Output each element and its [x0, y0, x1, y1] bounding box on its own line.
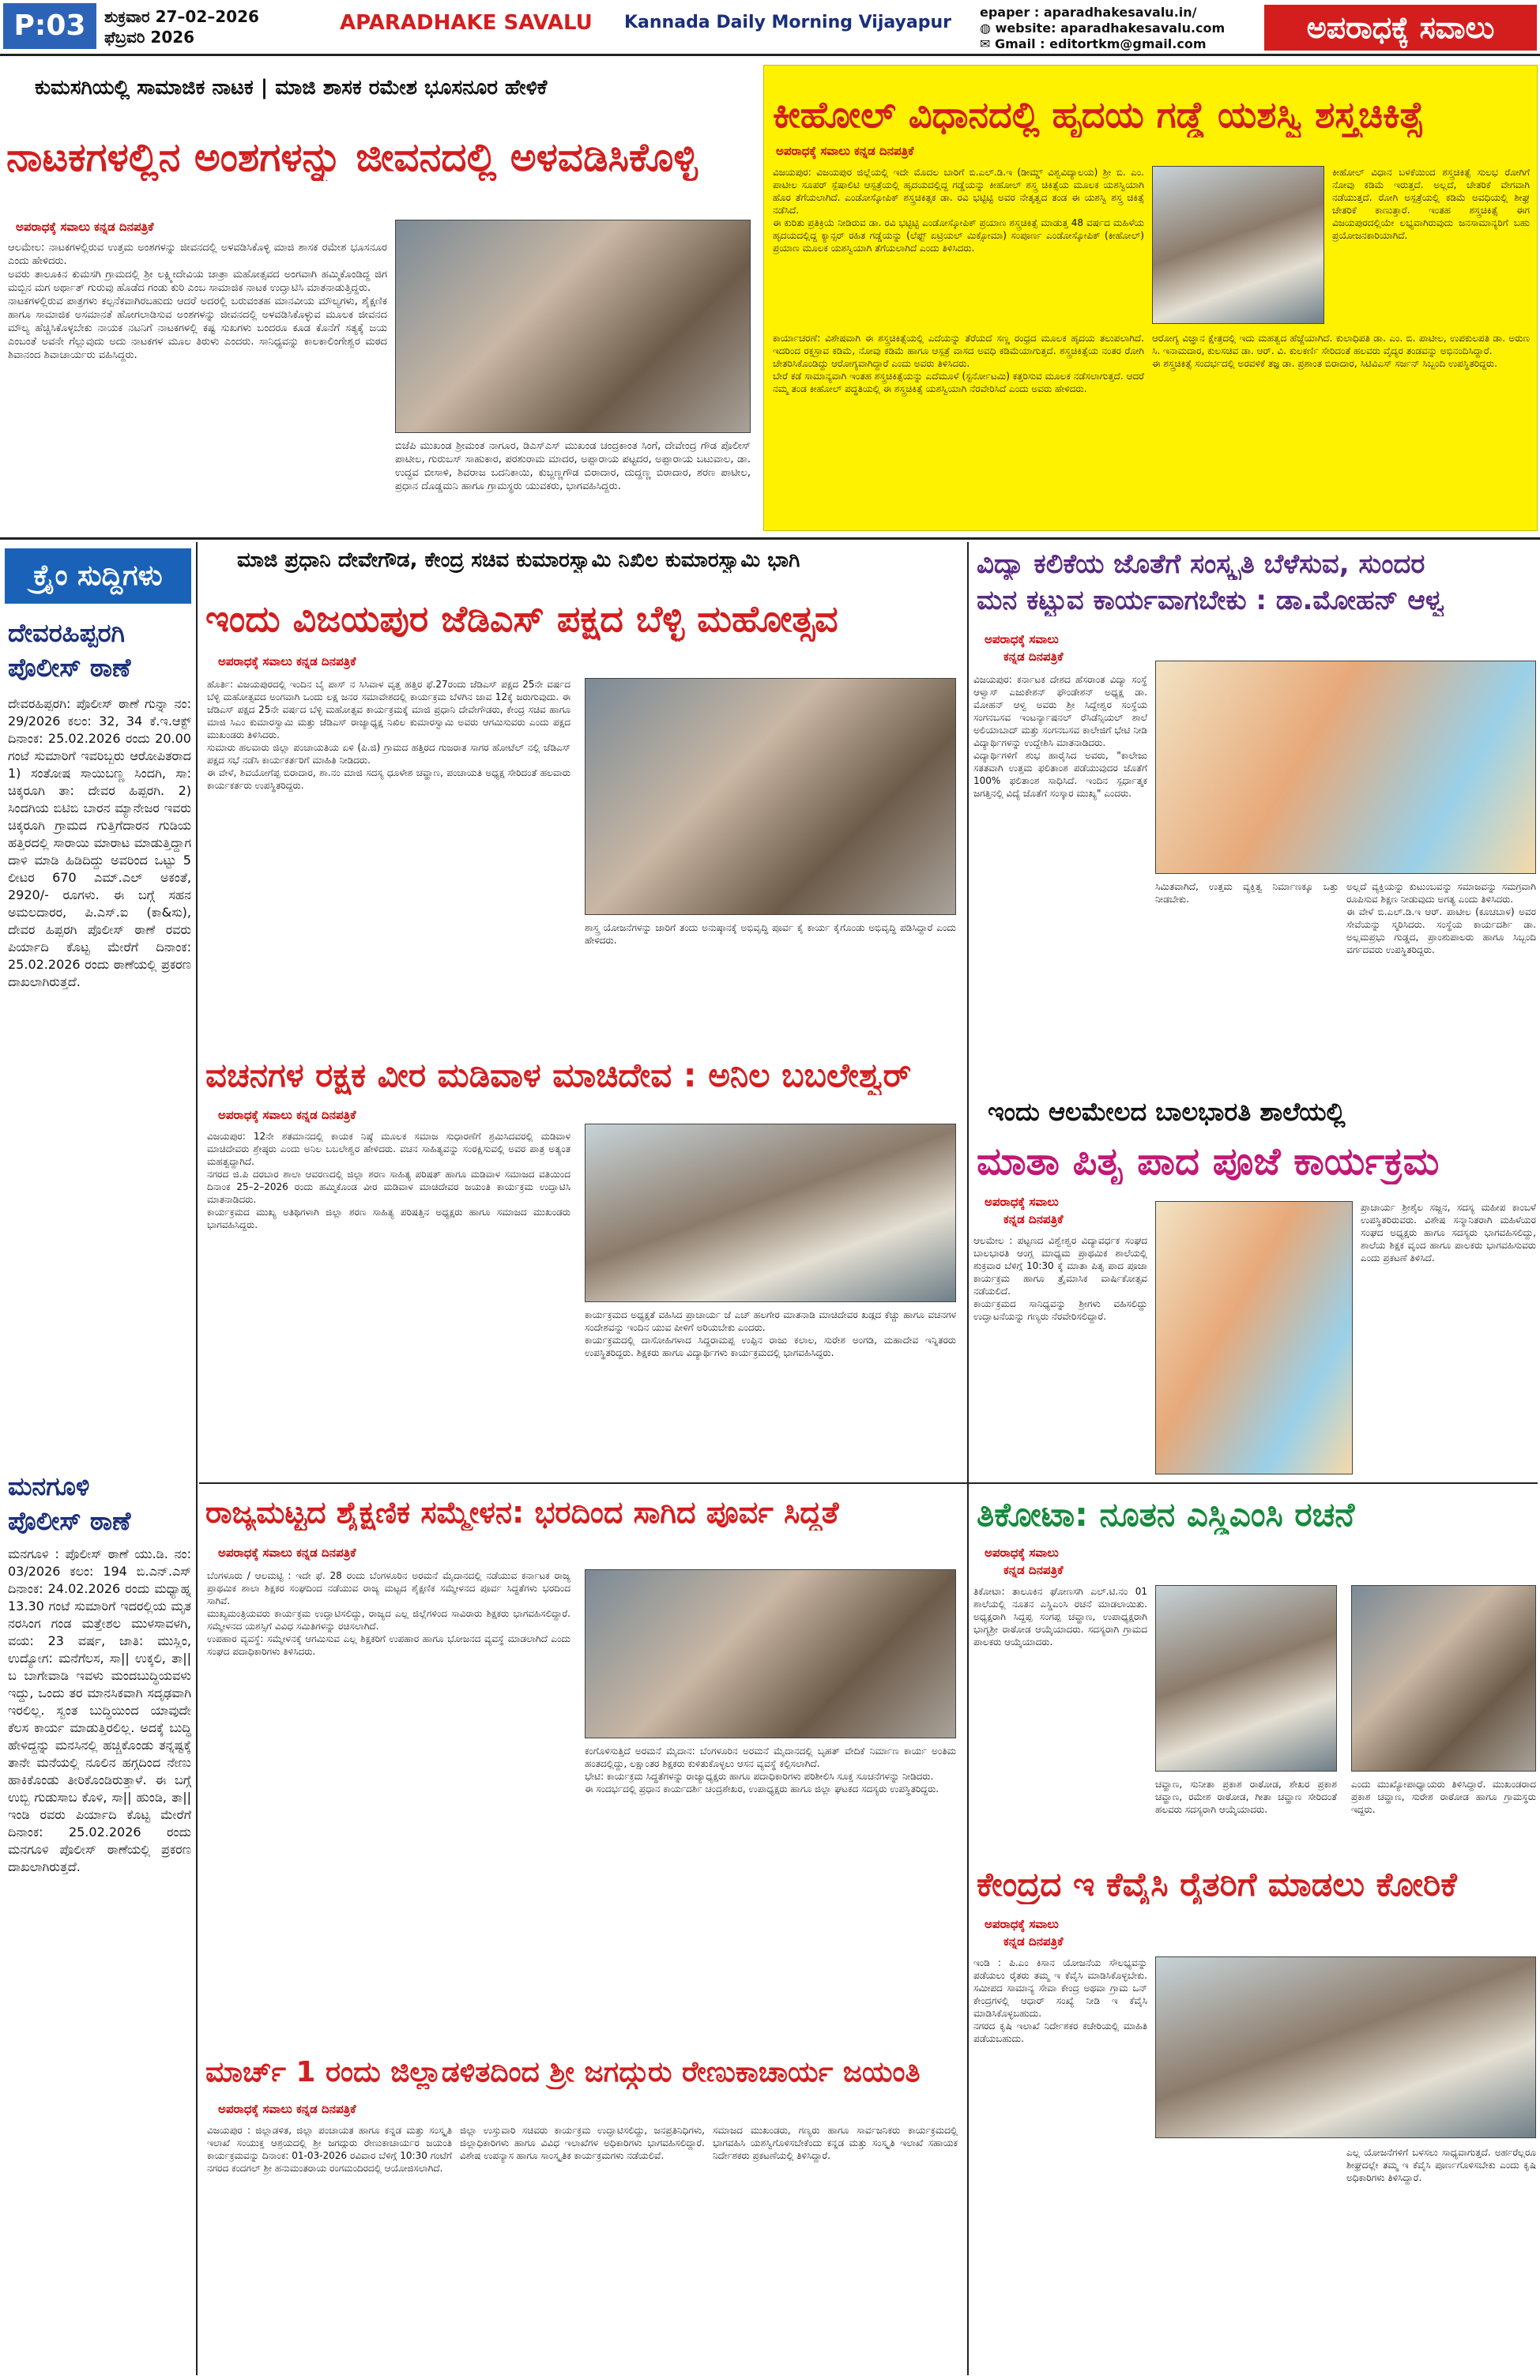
story3-kicker: ಮಾಜಿ ಪ್ರಧಾನಿ ದೇವೇಗೌಡ, ಕೇಂದ್ರ ಸಚಿವ ಕುಮಾರಸ್ವಾಮಿ ನಿಖಿಲ ಕುಮಾರಸ್ವಾಮಿ ಭಾಗಿ [237, 548, 800, 572]
contact-block [980, 5, 1272, 52]
story4-body-right: ಅಲ್ಲದೆ ವ್ಯಕ್ತಿಯನ್ನು ಕುಟುಂಬವನ್ನು ಸಮಾಜವನ್ನು ಸಮಗ್ರವಾಗಿ ರೂಪಿಸುವ ಶಿಕ್ಷಣ ನೀಡುವುದು ಅಗತ್ಯ ಎಂದು ತಿಳಿಸಿದರು. ಈ ವೇಳೆ ಬಿ.ಎಲ್.ಡಿ.ಇ ಆರ್. ಪಾಟೀಲ (ಕೂಚಬಾಳ) ಅವರ ಸೇವೆಯನ್ನು ಸ್ಮರಿಸಿದರು. ಸಂಸ್ಥೆಯ ಕಾರ್ಯದರ್ಶಿ ಡಾ. ಅಲ್ಲಮಪ್ರಭು ಗುಡ್ಡದ, ಪ್ರಾಂಶುಪಾಲರು ಹಾಗೂ ಸಿಬ್ಬಂದಿ ವರ್ಗದವರು ಉಪಸ್ಥಿತರಿದ್ದರು. [1346, 881, 1536, 955]
story7-photo [585, 1569, 956, 1738]
header-rule [0, 54, 1540, 56]
story3-headline: ಇಂದು ವಿಜಯಪುರ ಜೆಡಿಎಸ್ ಪಕ್ಷದ ಬೆಳ್ಳಿ ಮಹೋತ್ಸವ [205, 597, 838, 640]
story4-headline1: ವಿದ್ಯಾ ಕಲಿಕೆಯ ಜೊತೆಗೆ ಸಂಸ್ಕೃತಿ ಬೆಳೆಸುವ, ಸುಂದರ [977, 548, 1425, 580]
website-link[interactable]: website: aparadhakesavalu.com [995, 21, 1226, 36]
crime2-body: ಮನಗೂಳಿ : ಪೊಲೀಸ್ ಠಾಣೆ ಯು.ಡಿ. ನಂ: 03/2026 ಕಲಂ: 194 ಬಿ.ಎನ್.ಎಸ್ ದಿನಾಂಕ: 24.02.2026 ರಂದು ಮಧ್ಯಾಹ್ನ 13.30 ಗಂಟೆ ಸುಮಾರಿಗೆ ಇದರಲ್ಲಿಯ ಮೃತ ನರಸಿಂಗ ಗಂಡ ಮತ್ತೇಶಲ ಮುಳಸಾವಳಗಿ, ವಯ: 23 ವರ್ಷ, ಜಾತಿ: ಮುಸ್ಲಿಂ, ಉದ್ಯೋಗ: ಮನೆಗೆಲಸ, ಸಾ|| ಉಕ್ಕಲಿ, ತಾ|| ಬ ಬಾಗೇವಾಡಿ ಇವಳು ಮಂದಬುದ್ಧಿಯವಳು ಇದ್ದು, ಒಂದು ತರ ಮಾನಸಿಕವಾಗಿ ಸದೃಢವಾಗಿ ಇರಲಿಲ್ಲ. ಸ್ವಂತ ಬುದ್ಧಿಯಿಂದ ಯಾವುದೇ ಕೆಲಸ ಕಾರ್ಯ ಮಾಡುತ್ತಿರಲಿಲ್ಲ. ಅದಕ್ಕೆ ಬುದ್ಧಿ ಹೇಳಿದ್ದನ್ನು ಮನಸಿನಲ್ಲಿ ಹಚ್ಚಿಕೊಂಡು ತನ್ನಷ್ಟಕ್ಕೆ ತಾನೇ ಮನೆಯಲ್ಲಿ ನೂಲಿನ ಹಗ್ಗದಿಂದ ನೇಣು ಹಾಕಿಕೊಂಡು ತೀರಿಕೊಂಡಿರುತ್ತಾಳೆ. ಈ ಬಗ್ಗೆ ಉಬ್ಬಿ ಗುಡುಸಾಬ ಕೊಳಿ, ಸಾ|| ಹುಂಡಿ, ತಾ|| ಇಂಡಿ ರವರು ಪಿರ್ಯಾದಿ ಕೊಟ್ಟ ಮೇರೆಗೆ ದಿನಾಂಕ: 25.02.2026 ರಂದು ಮನಗೂಳಿ ಪೊಲೀಸ್ ಠಾಣೆಯಲ್ಲಿ ಪ್ರಕರಣ ದಾಖಲಾಗಿರುತ್ತದೆ. [8, 1546, 191, 1874]
story4-headline2: ಮನ ಕಟ್ಟುವ ಕಾರ್ಯವಾಗಬೇಕು : ಡಾ.ಮೋಹನ್ ಆಳ್ವ [977, 585, 1445, 616]
crime2-title1: ಮನಗೂಳಿ [8, 1471, 90, 1501]
story7-headline: ರಾಜ್ಯಮಟ್ಟದ ಶೈಕ್ಷಣಿಕ ಸಮ್ಮೇಳನ: ಭರದಿಂದ ಸಾಗಿದ ಪೂರ್ವ ಸಿದ್ಧತೆ [205, 1495, 839, 1530]
masthead: APARADHAKE SAVALU [340, 11, 593, 35]
mail-icon: ✉ [980, 36, 995, 51]
story10-body-left: ವಿಜಯಪುರ : ಜಿಲ್ಲಾಡಳಿತ, ಜಿಲ್ಲಾ ಪಂಚಾಯತ ಹಾಗೂ ಕನ್ನಡ ಮತ್ತು ಸಂಸ್ಕೃತಿ ಇಲಾಖೆ ಸಂಯುಕ್ತ ಆಶ್ರಯದಲ್ಲಿ ಶ್ರೀ ಜಗದ್ಗುರು ರೇಣುಕಾಚಾರ್ಯರ ಜಯಂತಿ ಕಾರ್ಯಕ್ರಮವನ್ನು ದಿನಾಂಕ: 01-03-2026 ರವಿವಾರ ಬೆಳಿಗ್ಗೆ 10:30 ಗಂಟೆಗೆ ನಗರದ ಕಂದಗಲ್ ಶ್ರೀ ಹನುಮಂತರಾಯ ರಂಗಮಂದಿರದಲ್ಲಿ ಆಯೋಜಿಸಲಾಗಿದೆ. [207, 2125, 452, 2174]
story3-byline: ಅಪರಾಧಕ್ಕೆ ಸವಾಲು ಕನ್ನಡ ದಿನಪತ್ರಿಕೆ [218, 654, 356, 668]
divider-mid [199, 1482, 1538, 1484]
story8-headline: ತಿಕೋಟಾ: ನೂತನ ಎಸ್ಡಿಎಂಸಿ ರಚನೆ [977, 1495, 1355, 1534]
story7-body-left: ಬೆಂಗಳೂರು / ಆಲಮಟ್ಟಿ : ಇದೇ ಫೆ. 28 ರಂದು ಬೆಂಗಳೂರಿನ ಅರಮನೆ ಮೈದಾನದಲ್ಲಿ ನಡೆಯುವ ಕರ್ನಾಟಕ ರಾಜ್ಯ ಪ್ರಾಥಮಿಕ ಶಾಲಾ ಶಿಕ್ಷಕರ ಸಂಘದಿಂದ ನಡೆಯುವ ರಾಜ್ಯ ಮಟ್ಟದ ಶೈಕ್ಷಣಿಕ ಸಮ್ಮೇಳನದ ಪೂರ್ವ ಸಿದ್ಧತೆಗಳು ಭರದಿಂದ ಸಾಗಿವೆ. ಮುಖ್ಯಮಂತ್ರಿಯವರು ಕಾರ್ಯಕ್ರಮ ಉದ್ಘಾಟಿಸಲಿದ್ದು, ರಾಜ್ಯದ ಎಲ್ಲ ಜಿಲ್ಲೆಗಳಿಂದ ಸಾವಿರಾರು ಶಿಕ್ಷಕರು ಭಾಗವಹಿಸಲಿದ್ದಾರೆ. ಸಮ್ಮೇಳನದ ಯಶಸ್ಸಿಗೆ ವಿವಿಧ ಸಮಿತಿಗಳನ್ನು ರಚಿಸಲಾಗಿದೆ. ಉಪಹಾರ ವ್ಯವಸ್ಥೆ: ಸಮ್ಮೇಳನಕ್ಕೆ ಆಗಮಿಸುವ ಎಲ್ಲ ಶಿಕ್ಷಕರಿಗೆ ಉಪಹಾರ ಹಾಗೂ ಭೋಜನದ ವ್ಯವಸ್ಥೆ ಮಾಡಲಾಗಿದೆ ಎಂದು ಸಂಘದ ಪದಾಧಿಕಾರಿಗಳು ತಿಳಿಸಿದರು. [207, 1570, 570, 1657]
epaper-link[interactable]: epaper : aparadhakesavalu.in/ [980, 5, 1197, 20]
story2-body-left: ವಿಜಯಪುರ: ವಿಜಯಪುರ ಜಿಲ್ಲೆಯಲ್ಲಿ ಇದೇ ಮೊದಲ ಬಾರಿಗೆ ಬಿ.ಎಲ್.ಡಿ.ಇ (ಡೀಮ್ಡ್ ವಿಶ್ವವಿದ್ಯಾಲಯ) ಶ್ರೀ ಬಿ. ಎಂ. ಪಾಟೀಲ ಸೂಪರ್ ಸ್ಪೆಷಾಲಿಟಿ ಆಸ್ಪತ್ರೆಯಲ್ಲಿ ಹೃದಯದಲ್ಲಿದ್ದ ಗಡ್ಡೆಯನ್ನು ಕೀಹೋಲ್ ಶಸ್ತ್ರ ಚಿಕಿತ್ಸೆಯ ಮೂಲಕ ಯಶಸ್ವಿಯಾಗಿ ಹೊರ ತೆಗೆಯಲಾಗಿದೆ. ಎಂಡೋಸ್ಕೋಪಿಕ್ ಶಸ್ತ್ರಚಿಕಿತ್ಸಕ ಡಾ. ರವಿ ಭಟ್ಟಿಟ್ಟಿ ಅವರ ನೇತೃತ್ವದ ತಂಡ ಈ ಯಶಸ್ವಿ ಶಸ್ತ್ರ ಚಿಕಿತ್ಸೆ ನಡೆಸಿದೆ. ಈ ಕುರಿತು ಪ್ರತಿಕ್ರಿಯೆ ನೀಡಿರುವ ಡಾ. ರವಿ ಭಟ್ಟಿಟ್ಟಿ ಎಂಡೋಸ್ಕೋಪಿಕ್ ಪ್ರಯಾಣ ಶಸ್ತ್ರಚಿಕಿತ್ಸೆ ಮಾಡುತ್ತ 48 ವರ್ಷದ ಮಹಿಳೆಯ ಹೃದಯದಲ್ಲಿದ್ದ ಕ್ಯಾನ್ಸರ್ ರಹಿತ ಗಡ್ಡೆಯನ್ನು (ಲೆಫ್ಟ್ ಏಟ್ರಿಯಲ್ ಮಿಕ್ಸೋಮಾ) ಸಂಪೂರ್ಣ ಎಂಡೋಸ್ಕೋಪಿಕ್ (ಕೀಹೋಲ್) ಪ್ರಯಾಣ ಮೂಲಕ ಯಶಸ್ವಿಯಾಗಿ ತೆಗೆಯಲಾಗಿದೆ ಎಂದು ತಿಳಿಸಿದರು. [773, 167, 1144, 254]
story3-caption: ಶಾಸ್ತ್ರ ಯೋಜನೆಗಳನ್ನು ಜಾರಿಗೆ ತಂದು ಅನುಷ್ಠಾನಕ್ಕೆ ಅಭಿವೃದ್ಧಿ ಪೂರ್ವ ಕೈ ಕಾರ್ಯ ಕೈಗೊಂಡು ಅಭಿವೃದ್ಧಿ ಪಡಿಸಿದ್ದಾರೆ ಎಂದು ಹೇಳಿದರು. [585, 922, 956, 946]
story8-body: ತಿಕೋಟಾ: ತಾಲೂಕಿನ ಘೋಣಸಗಿ ಎಲ್.ಟಿ.ನಂ 01 ಶಾಲೆಯಲ್ಲಿ ನೂತನ ಎಸ್ಡಿಎಂಸಿ ರಚನೆ ಮಾಡಲಾಯಿತು. ಅಧ್ಯಕ್ಷರಾಗಿ ಸಿದ್ದಪ್ಪ ಸಂಗಪ್ಪ ಚವ್ಹಾಣ, ಉಪಾಧ್ಯಕ್ಷರಾಗಿ ಭಾಗ್ಯಶ್ರೀ ರಾಠೋಡ ಆಯ್ಕೆಯಾದರು. ಸದಸ್ಯರಾಗಿ ಗ್ರಾಮದ ಪಾಲಕರು ಆಯ್ಕೆಯಾದರು. [973, 1586, 1147, 1648]
story6-body-left: ಆಲಮೇಲ : ಪಟ್ಟಣದ ವಿಶ್ವೇಶ್ವರ ವಿದ್ಯಾವರ್ಧಕ ಸಂಘದ ಬಾಲಭಾರತಿ ಆಂಗ್ಲ ಮಾಧ್ಯಮ ಪ್ರಾಥಮಿಕ ಶಾಲೆಯಲ್ಲಿ ಶುಕ್ರವಾರ ಬೆಳಿಗ್ಗೆ 10:30 ಕ್ಕೆ ಮಾತಾ ಪಿತೃ ಪಾದ ಪೂಜಾ ಕಾರ್ಯಕ್ರಮ ಹಾಗೂ ತ್ರೈಮಾಸಿಕ ವಾರ್ಷಿಕೋತ್ಸವ ನಡೆಯಲಿದೆ. ಕಾರ್ಯಕ್ರಮದ ಸಾನಿಧ್ಯವನ್ನು ಶ್ರೀಗಳು ವಹಿಸಲಿದ್ದು ಉದ್ಘಾಟನೆಯನ್ನು ಗಣ್ಯರು ನೆರವೇರಿಸಲಿದ್ದಾರೆ. [973, 1235, 1147, 1322]
story1-headline: ನಾಟಕಗಳಲ್ಲಿನ ಅಂಶಗಳನ್ನು ಜೀವನದಲ್ಲಿ ಅಳವಡಿಸಿಕೊಳ್ಳಿ [6, 134, 698, 180]
story9-byline2: ಕನ್ನಡ ದಿನಪತ್ರಿಕೆ [1003, 1934, 1064, 1949]
story4-byline2: ಕನ್ನಡ ದಿನಪತ್ರಿಕೆ [1003, 650, 1064, 664]
masthead-sub: Kannada Daily Morning Vijayapur [624, 13, 951, 32]
story8-caption-left: ಚವ್ಹಾಣ, ಸುನೀತಾ ಪ್ರಕಾಶ ರಾಠೋಡ, ಶೇಖರ ಪ್ರಕಾಶ ಚವ್ಹಾಣ, ರಮೇಶ ರಾಠೋಡ, ಗೀತಾ ಚವ್ಹಾಣ ಸೇರಿದಂತೆ ಹಲವರು ಸದಸ್ಯರಾಗಿ ಆಯ್ಕೆಯಾದರು. [1155, 1779, 1337, 1815]
story10-body-mid: ಜಿಲ್ಲಾ ಉಸ್ತುವಾರಿ ಸಚಿವರು ಕಾರ್ಯಕ್ರಮ ಉದ್ಘಾಟಿಸಲಿದ್ದು, ಜನಪ್ರತಿನಿಧಿಗಳು, ಜಿಲ್ಲಾಧಿಕಾರಿಗಳು ಹಾಗೂ ವಿವಿಧ ಇಲಾಖೆಗಳ ಅಧಿಕಾರಿಗಳು ಭಾಗವಹಿಸಲಿದ್ದಾರೆ. ವಿಶೇಷ ಉಪನ್ಯಾಸ ಹಾಗೂ ಸಾಂಸ್ಕೃತಿಕ ಕಾರ್ಯಕ್ರಮಗಳು ನಡೆಯಲಿವೆ. [460, 2125, 705, 2161]
story1-kicker: ಕುಮಸಗಿಯಲ್ಲಿ ಸಾಮಾಜಿಕ ನಾಟಕ | ಮಾಜಿ ಶಾಸಕ ರಮೇಶ ಭೂಸನೂರ ಹೇಳಿಕೆ [35, 76, 548, 100]
story9-body: ಇಂಡಿ : ಪಿ.ಎಂ ಕಿಸಾನ ಯೋಜನೆಯ ಸೌಲಭ್ಯವನ್ನು ಪಡೆಯಲು ರೈತರು ತಮ್ಮ ಇ ಕೆವೈಸಿ ಮಾಡಿಸಿಕೊಳ್ಳಬೇಕು. ಸಮೀಪದ ಸಾಮಾನ್ಯ ಸೇವಾ ಕೇಂದ್ರ ಅಥವಾ ಗ್ರಾಮ ಒನ್ ಕೇಂದ್ರಗಳಲ್ಲಿ ಆಧಾರ್ ಸಂಖ್ಯೆ ನೀಡಿ ಇ ಕೆವೈಸಿ ಮಾಡಿಸಿಕೊಳ್ಳಬಹುದು. ನಗರದ ಕೃಷಿ ಇಲಾಖೆ ನಿರ್ದೇಶಕರ ಕಚೇರಿಯಲ್ಲಿ ಮಾಹಿತಿ ಪಡೆಯಬಹುದು. [973, 1957, 1147, 2044]
date-line [104, 6, 341, 47]
story8-caption-right: ಎಂದು ಮುಖ್ಯೋಪಾಧ್ಯಾಯರು ತಿಳಿಸಿದ್ದಾರೆ. ಮುಖಂಡರಾದ ಪ್ರಕಾಶ ಚವ್ಹಾಣ, ಸುರೇಶ ರಾಠೋಡ ಹಾಗೂ ಗ್ರಾಮಸ್ಥರು ಇದ್ದರು. [1351, 1779, 1536, 1815]
story8-photo-man [1351, 1585, 1536, 1772]
story2-headline: ಕೀಹೋಲ್ ವಿಧಾನದಲ್ಲಿ ಹೃದಯ ಗಡ್ಡೆ ಯಶಸ್ವಿ ಶಸ್ತ್ರಚಿಕಿತ್ಸೆ [773, 93, 1425, 136]
story1-caption: ಬಿಜೆಪಿ ಮುಖಂಡ ಶ್ರೀಮಂತ ನಾಗೂರ, ಡಿಎಸ್ಎಸ್ ಮುಖಂಡ ಚಂದ್ರಕಾಂತ ಸಿಂಗೆ, ದೇವೇಂದ್ರ ಗೌಡ ಪೊಲೀಸ್ ಪಾಟೀಲ, ಗುರುಬಸ್ ಸಾಹುಕಾರ, ಪರಶುರಾಮ ಮಾದರ, ಅಪ್ಪಾರಾಯ ಪಟ್ಟದರ, ಅಪ್ಪಾರಾಯ ಬಟುವಾಲ, ಡಾ. ಉದ್ಧವ ಬೀಸಾಳಿ, ಶಿವರಾಜ ಬದನಿಕಾಯಿ, ಕುಬ್ಜಣ್ಣಗೌಡ ಬಿರಾದಾರ, ದುದ್ದಣ್ಣ ಬಿರಾದಾರ, ಶರಣ ಪಾಟೀಲ, ಪ್ರಧಾನ ದೊಡ್ಡಮನಿ ಹಾಗೂ ಗ್ರಾಮಸ್ಥರು ಯುವಕರು, ಭಾಗವಹಿಸಿದ್ದರು. [395, 440, 751, 492]
story7-body-right: ಕಂಗೊಳಿಸುತ್ತಿದೆ ಅರಮನೆ ಮೈದಾನ: ಬೆಂಗಳೂರಿನ ಅರಮನೆ ಮೈದಾನದಲ್ಲಿ ಬೃಹತ್ ವೇದಿಕೆ ನಿರ್ಮಾಣ ಕಾರ್ಯ ಅಂತಿಮ ಹಂತದಲ್ಲಿದ್ದು, ಲಕ್ಷಾಂತರ ಶಿಕ್ಷಕರು ಕುಳಿತುಕೊಳ್ಳಲು ಆಸನ ವ್ಯವಸ್ಥೆ ಕಲ್ಪಿಸಲಾಗಿದೆ. ಭೇಟಿ: ಕಾರ್ಯಕ್ರಮ ಸಿದ್ಧತೆಗಳನ್ನು ರಾಜ್ಯಾಧ್ಯಕ್ಷರು ಹಾಗೂ ಪದಾಧಿಕಾರಿಗಳು ಪರಿಶೀಲಿಸಿ ಸೂಕ್ತ ಸೂಚನೆಗಳನ್ನು ನೀಡಿದರು. ಈ ಸಂದರ್ಭದಲ್ಲಿ ಪ್ರಧಾನ ಕಾರ್ಯದರ್ಶಿ ಚಂದ್ರಶೇಖರ, ಉಪಾಧ್ಯಕ್ಷರು ಹಾಗೂ ಜಿಲ್ಲಾ ಘಟಕದ ಸದಸ್ಯರು ಉಪಸ್ಥಿತರಿದ್ದರು. [585, 1745, 956, 1794]
story9-byline1: ಅಪರಾಧಕ್ಕೆ ಸವಾಲು [985, 1917, 1059, 1931]
globe-icon: ◍ [980, 21, 996, 36]
story10-headline: ಮಾರ್ಚ್ 1 ರಂದು ಜಿಲ್ಲಾಡಳಿತದಿಂದ ಶ್ರೀ ಜಗದ್ಗುರು ರೇಣುಕಾಚಾರ್ಯ ಜಯಂತಿ [205, 2056, 921, 2088]
story9-headline: ಕೇಂದ್ರದ ಇ ಕೆವೈಸಿ ರೈತರಿಗೆ ಮಾಡಲು ಕೋರಿಕೆ [977, 1865, 1457, 1904]
story8-photo-woman [1155, 1585, 1337, 1772]
story5-body-right: ಕಾರ್ಯಕ್ರಮದ ಅಧ್ಯಕ್ಷತೆ ವಹಿಸಿದ ಪ್ರಾಚಾರ್ಯ ಜೆ ಎಚ್ ಹಲಗೇರ ಮಾತನಾಡಿ ಮಾಚಿದೇವರ ಖಡ್ಗದ ಕೆಚ್ಚು ಹಾಗೂ ವಚನಗಳ ಸಂದೇಶವನ್ನು ಇಂದಿನ ಯುವ ಪೀಳಿಗೆ ಅರಿಯಬೇಕು ಎಂದರು. ಕಾರ್ಯಕ್ರಮದಲ್ಲಿ ದಾಸೋಹಿಗಳಾದ ಸಿದ್ದರಾಮಪ್ಪ ಉಪ್ಪಿನ ರಾಜು ಕಲಾಲ, ಸುರೇಶ ಅಂಗಡಿ, ಮಹಾದೇವ ಇನ್ನಿತರರು ಉಪಸ್ಥಿತರಿದ್ದರು. ಶಿಕ್ಷಕರು ಹಾಗೂ ವಿದ್ಯಾರ್ಥಿಗಳು ಕಾರ್ಯಕ್ರಮದಲ್ಲಿ ಭಾಗವಹಿಸಿದ್ದರು. [585, 1309, 956, 1358]
story5-headline: ವಚನಗಳ ರಕ್ಷಕ ವೀರ ಮಡಿವಾಳ ಮಾಚಿದೇವ : ಅನಿಲ ಬಬಲೇಶ್ವರ್ [205, 1056, 912, 1094]
story1-byline: ಅಪರಾಧಕ್ಕೆ ಸವಾಲು ಕನ್ನಡ ದಿನಪತ್ರಿಕೆ [16, 220, 154, 234]
story1-photo [395, 220, 751, 433]
story3-body: ಹೊರ್ತಿ: ವಿಜಯಪುರದಲ್ಲಿ ಇಂದಿನ ಬೈ ಪಾಸ್ ನ ಸಿಸಿವಾಳ ವೃತ್ತ ಹತ್ತಿರ ಫೆ.27ರಂದು ಜೆಡಿಎಸ್ ಪಕ್ಷದ 25ನೇ ವರ್ಷದ ಬೆಳ್ಳಿ ಮಹೋತ್ಸವದ ಅಂಗವಾಗಿ ಒಂದು ಲಕ್ಷ ಜನರ ಸಮಾವೇಶದಲ್ಲಿ ಕಾರ್ಯಕ್ರಮ ಬೆಳಗಿನ ಜಾವ 12ಕ್ಕೆ ಜರುಗುವುದು. ಈ ಜೆಡಿಎಸ್ ಪಕ್ಷದ 25ನೇ ವರ್ಷದ ಬೆಳ್ಳಿ ಮಹೋತ್ಸವ ಕಾರ್ಯಕ್ರಮಕ್ಕೆ ಮಾಜಿ ಪ್ರಧಾನಿ ದೇವೇಗೌಡರು, ಕೇಂದ್ರ ಸಚಿವ ಹಾಗೂ ಮಾಜಿ ಸಿಎಂ ಕುಮಾರಸ್ವಾಮಿ ಮತ್ತು ಜೆಡಿಎಸ್ ರಾಜ್ಯಾಧ್ಯಕ್ಷ ನಿಖಿಲ ಕುಮಾರಸ್ವಾಮಿ ಅವರು ಆಗಮಿಸುವರು ಎಂದು ಪಕ್ಷದ ಮುಖಂಡರು ತಿಳಿಸಿದರು. ಸುಮಾರು ಹಲವಾರು ಜಿಲ್ಲಾ ಪಂಚಾಯತಿಯ ಏಳಿ (ಪಿ.ಜಿ) ಗ್ರಾಮದ ಹತ್ತಿರದ ಗುಜರಾತ ಸಾಗರ ಹೋಟೆಲ್ ನಲ್ಲಿ ಜೆಡಿಎಸ್ ಪಕ್ಷದ ಸಭೆ ನಡೆಸಿ ಕಾರ್ಯಕರ್ತರಿಗೆ ಮಾಹಿತಿ ನೀಡಿದರು. ಈ ವೇಳೆ, ಶಿವಯೋಗೆಪ್ಪ ಬಿರಾದಾರ, ಶಾ.ನಂ ಮಾಜಿ ಸದಸ್ಯ ಧೂಳೇಶ ಚವ್ಹಾಣ, ಪಂಚಾಯತಿ ಅಧ್ಯಕ್ಷ ಸೇರಿದಂತೆ ಹಲವಾರು ಕಾರ್ಯಕರ್ತರು ಉಪಸ್ಥಿತರಿದ್ದರು. [207, 679, 570, 791]
story6-byline1: ಅಪರಾಧಕ್ಕೆ ಸವಾಲು [985, 1195, 1059, 1209]
story1-body: ಆಲಮೇಲ: ನಾಟಕಗಳಲ್ಲಿರುವ ಉತ್ತಮ ಅಂಶಗಳನ್ನು ಜೀವನದಲ್ಲಿ ಅಳವಡಿಸಿಕೊಳ್ಳಿ ಮಾಜಿ ಶಾಸಕ ರಮೇಶ ಭೂಸನೂರ ಎಂದು ಹೇಳಿದರು. ಅವರು ತಾಲೂಕಿನ ಕುಮಸಗಿ ಗ್ರಾಮದಲ್ಲಿ ಶ್ರೀ ಲಕ್ಷ್ಮೀದೇವಿಯ ಜಾತ್ರಾ ಮಹೋತ್ಸವದ ಅಂಗವಾಗಿ ಹಮ್ಮಿಕೊಂಡಿದ್ದ ಜಿಗ ಮಬ್ಬಿನ ಮಗ ಅರ್ಥಾತ್ ಗುರುವು ಹೊಡೆದ ಗಂಡು ಕುರಿ ಎಂಬ ಸಾಮಾಜಿಕ ನಾಟಕ ಉದ್ಘಾಟಿಸಿ ಮಾತನಾಡುತ್ತಿದ್ದರು. ನಾಟಕಗಳಲ್ಲಿರುವ ಪಾತ್ರಗಳು ಕಲ್ಪನೆಕವಾಗಿರಬಹುದು ಆದರೆ ಅದರಲ್ಲಿ ಬರುವಂತಹ ಮಾನವೀಯ ಮೌಲ್ಯಗಳು, ಶೈಕ್ಷಣಿಕ ಹಾಗೂ ಸಾಮಾಜಿಕ ಅಸಮಾನತೆ ಹೋಗಲಾಡಿಸುವ ಅಂಶಗಳನ್ನು ಜೀವನದಲ್ಲಿ ಅಳವಡಿಸಿಕೊಳ್ಳುವ ಮೂಲಕ ಜೀವನದ ಮೌಲ್ಯ ಹೆಚ್ಚಿಸಿಕೊಳ್ಳಬೇಕು ನಾಯಕ ನಟನಿಗೆ ನಾಟಕಗಳಲ್ಲಿ ಕಷ್ಟ ಸುಖಗಳು ಬಂದರೂ ಕೂಡ ಕೊನೆಗೆ ಸತ್ಯಕ್ಕೆ ಜಯ ಎಂಬಂತೆ ಅವನೇ ಗೆಲ್ಲುವುದು ಅದು ನಾಟಕಗಳ ಮೂಲ ತಿರುಳು ಎಂದರು. ಸಾನಿಧ್ಯವನ್ನು ಕಾಲಕಾಲಿಂಗೇಶ್ವರ ಮಠದ ಶಿವಾನಂದ ಶಿವಾಚಾರ್ಯರು ವಹಿಸಿದ್ದರು. [8, 242, 387, 361]
story5-body-left: ವಿಜಯಪುರ: 12ನೇ ಶತಮಾನದಲ್ಲಿ ಕಾಯಕ ನಿಷ್ಠೆ ಮೂಲಕ ಸಮಾಜ ಸುಧಾರಣೆಗೆ ಶ್ರಮಿಸಿದವರಲ್ಲಿ ಮಡಿವಾಳ ಮಾಚಿದೇವರು ಶ್ರೇಷ್ಠರು ಎಂದು ಅನಿಲ ಬಬಲೇಶ್ವರ ಹೇಳಿದರು. ವಚನ ಸಾಹಿತ್ಯವನ್ನು ಸಂರಕ್ಷಿಸುವಲ್ಲಿ ಅವರ ಪಾತ್ರ ಅತ್ಯಂತ ಮಹತ್ವದ್ದಾಗಿದೆ. ನಗರದ ಜಿ.ಪಿ ದರಬಾರ ಶಾಲಾ ಆವರಣದಲ್ಲಿ ಜಿಲ್ಲಾ ಶರಣ ಸಾಹಿತ್ಯ ಪರಿಷತ್ ಹಾಗೂ ಮಡಿವಾಳ ಸಮಾಜದ ವತಿಯಿಂದ ದಿನಾಂಕ 25–2–2026 ರಂದು ಹಮ್ಮಿಕೊಂಡ ವೀರ ಮಡಿವಾಳ ಮಾಚಿದೇವರ ಜಯಂತಿ ಕಾರ್ಯಕ್ರಮ ಉದ್ಘಾಟಿಸಿ ಮಾತನಾಡಿದರು. ಕಾರ್ಯಕ್ರಮದ ಮುಖ್ಯ ಅತಿಥಿಗಳಾಗಿ ಜಿಲ್ಲಾ ಶರಣ ಸಾಹಿತ್ಯ ಪರಿಷತ್ತಿನ ಅಧ್ಯಕ್ಷರು ಹಾಗೂ ಸಮಾಜದ ಮುಖಂಡರು ಭಾಗವಹಿಸಿದ್ದರು. [207, 1131, 570, 1230]
divider-top [0, 537, 1540, 540]
story3-photo [585, 678, 956, 915]
story6-body-right: ಪ್ರಾಚಾರ್ಯ ಶ್ರೀಶೈಲ ಸಜ್ಜನ, ಸದಸ್ಯ ಮಹೀಪ ಕಾಂಬಳೆ ಉಪಸ್ಥಿತರಿರುವರು. ವಿಶೇಷ ಸನ್ಮಾನಿತರಾಗಿ ಮಹಿಳೆಯರ ಸಂಘದ ಅಧ್ಯಕ್ಷರು ಹಾಗೂ ಸದಸ್ಯರು ಭಾಗವಹಿಸಲಿದ್ದು, ಶಾಲೆಯ ಶಿಕ್ಷಕ ವೃಂದ ಹಾಗೂ ಪಾಲಕರು ಭಾಗವಹಿಸುವರು ಎಂದು ಪ್ರಕಟಣೆ ತಿಳಿಸಿದೆ. [1361, 1202, 1536, 1263]
crime1-title1: ದೇವರಹಿಪ್ಪರಗಿ [8, 618, 126, 648]
story9-body-right: ಎಲ್ಲ ಯೋಜನೆಗಳಿಗೆ ಬಳಸಲು ಸಾಧ್ಯವಾಗುತ್ತದೆ. ಅರ್ಹರೆಲ್ಲರೂ ಶೀಘ್ರದಲ್ಲೇ ತಮ್ಮ ಇ ಕೆವೈಸಿ ಪೂರ್ಣಗೊಳಿಸಬೇಕು ಎಂದು ಕೃಷಿ ಅಧಿಕಾರಿಗಳು ತಿಳಿಸಿದ್ದಾರೆ. [1346, 2147, 1536, 2183]
story2-byline: ಅಪರಾಧಕ್ಕೆ ಸವಾಲು ಕನ್ನಡ ದಿನಪತ್ರಿಕೆ [776, 144, 914, 158]
story6-byline2: ಕನ್ನಡ ದಿನಪತ್ರಿಕೆ [1003, 1212, 1064, 1226]
story9-photo [1155, 1956, 1536, 2138]
crime-banner: ಕ್ರೈಂ ಸುದ್ದಿಗಳು [5, 548, 191, 604]
story2-photo [1152, 166, 1324, 324]
story2-body-bottom: ಕಾರ್ಯಾಚರಣೆ: ವಿಶೇಷವಾಗಿ ಈ ಶಸ್ತ್ರಚಿಕಿತ್ಸೆಯಲ್ಲಿ ಎದೆಯನ್ನು ತೆರೆಯದೆ ಸಣ್ಣ ರಂಧ್ರದ ಮೂಲಕ ಹೃದಯ ತಲುಪಲಾಗಿದೆ. ಇದರಿಂದ ರಕ್ತಸ್ರಾವ ಕಡಿಮೆ, ನೋವು ಕಡಿಮೆ ಹಾಗೂ ಆಸ್ಪತ್ರೆ ವಾಸದ ಅವಧಿ ಕಡಿಮೆಯಾಗುತ್ತದೆ. ಶಸ್ತ್ರಚಿಕಿತ್ಸೆಯ ನಂತರ ರೋಗಿ ಚೇತರಿಸಿಕೊಂಡಿದ್ದು ಆರೋಗ್ಯವಾಗಿದ್ದಾರೆ ಎಂದು ಅವರು ತಿಳಿಸಿದರು. ಬೇರೆ ಕಡೆ ಸಾಮಾನ್ಯವಾಗಿ ಇಂತಹ ಶಸ್ತ್ರಚಿಕಿತ್ಸೆಯನ್ನು ಎದೆಮೂಳೆ (ಸ್ಟರ್ನೋಟಮಿ) ಕತ್ತರಿಸುವ ಮೂಲಕ ನಡೆಸಲಾಗುತ್ತದೆ. ಆದರೆ ನಮ್ಮ ತಂಡ ಕೀಹೋಲ್ ಪದ್ಧತಿಯಲ್ಲಿ ಈ ಶಸ್ತ್ರಚಿಕಿತ್ಸೆ ಯಶಸ್ವಿಯಾಗಿ ನೆರವೇರಿಸಿದೆ ಎಂದು ಅವರು ಹೇಳಿದರು. [773, 333, 1144, 394]
story8-byline1: ಅಪರಾಧಕ್ಕೆ ಸವಾಲು [985, 1546, 1059, 1560]
story6-kicker: ಇಂದು ಆಲಮೇಲದ ಬಾಲಭಾರತಿ ಶಾಲೆಯಲ್ಲಿ [988, 1097, 1346, 1127]
column-divider-right [967, 542, 969, 2375]
story5-photo [585, 1124, 956, 1302]
story4-caption: ಸಿಮಿತವಾಗಿದೆ, ಉತ್ತಮ ವ್ಯಕ್ತಿತ್ವ ನಿರ್ಮಾಣಕ್ಕೂ ಒತ್ತು ನೀಡಬೇಕು. [1155, 881, 1339, 905]
story7-byline: ಅಪರಾಧಕ್ಕೆ ಸವಾಲು ಕನ್ನಡ ದಿನಪತ್ರಿಕೆ [218, 1546, 356, 1560]
crime1-body: ದೇವರಹಿಪ್ಪರಗಿ: ಪೊಲೀಸ್ ಠಾಣೆ ಗುನ್ನಾ ನಂ: 29/2026 ಕಲಂ: 32, 34 ಕೆ.ಇ.ಆಕ್ಟ್ ದಿನಾಂಕ: 25.02.2026 ರಂದು 20.00 ಗಂಟೆ ಸುಮಾರಿಗೆ ಇವರಿಬ್ಬರು ಆರೋಪಿತರಾದ 1) ಸಂತೋಷ ಸಾಯಿಬಣ್ಣ ಸಿಂದಗಿ, ಸಾ: ಚಿಕ್ಕರೂಗಿ ತಾ: ದೇವರ ಹಿಪ್ಪರಗಿ. 2) ಸಿಂದಗಿಯ ಬಿಟಿಬಿ ಬಾರನ ಮ್ಯಾನೇಜರ ಇವರು ಚಿಕ್ಕರೂಗಿ ಗ್ರಾಮದ ಗುತ್ತಿಗೆದಾರನ ಗುಡಿಯ ಹತ್ತಿರದಲ್ಲಿ ಸಾರಾಯಿ ಮಾರಾಟ ಮಾಡುತ್ತಿದ್ದಾಗ ದಾಳಿ ಮಾಡಿ ಹಿಡಿದಿದ್ದು ಅವರಿಂದ ಒಟ್ಟು 5 ಲೀಟರ 670 ಎಮ್.ಎಲ್ ಅಕಂತೆ, 2920/- ರೂಗಳು. ಈ ಬಗ್ಗೆ ಸಹನ ಅಮಲದಾರರ, ಪಿ.ಎಸ್.ಐ (ಕಾ&ಸು), ದೇವರ ಹಿಪ್ಪರಗಿ ಪೊಲೀಸ್ ಠಾಣೆ ರವರು ಪಿರ್ಯಾದಿ ಕೊಟ್ಟ ಮೇರೆಗೆ ದಿನಾಂಕ: 25.02.2026 ರಂದು ಠಾಣೆಯಲ್ಲಿ ಪ್ರಕರಣ ದಾಖಲಾಗಿರುತ್ತದೆ. [8, 696, 191, 989]
issue-month: ಫೆಬ್ರವರಿ 2026 [104, 28, 195, 47]
page-number-badge: P:03 [3, 3, 96, 49]
story4-byline1: ಅಪರಾಧಕ್ಕೆ ಸವಾಲು [985, 632, 1059, 646]
story10-byline: ಅಪರಾಧಕ್ಕೆ ಸವಾಲು ಕನ್ನಡ ದಿನಪತ್ರಿಕೆ [218, 2102, 356, 2116]
crime-divider [196, 542, 198, 2375]
story6-illustration [1155, 1201, 1353, 1474]
story4-body-left: ವಿಜಯಪುರ: ಕರ್ನಾಟಕ ದೇಶದ ಹೆಸರಾಂತ ವಿದ್ಯಾ ಸಂಸ್ಥೆ ಆಳ್ವಾಸ್ ಎಜುಕೇಶನ್ ಫೌಂಡೇಶನ್ ಅಧ್ಯಕ್ಷ ಡಾ. ಮೋಹನ್ ಆಳ್ವ ಅವರು ಶ್ರೀ ಸಿದ್ದೇಶ್ವರ ಸಂಸ್ಥೆಯ ಸಂಗನಬಸವ ಇಂಟರ್ನ್ಯಾಷನಲ್ ರೆಸಿಡೆನ್ಸಿಯಲ್ ಶಾಲೆ ಅಲಿಯಾಬಾದ್ ಮತ್ತು ಸಂಗನಬಸವ ಕಾಲೇಜಿಗೆ ಭೇಟಿ ನೀಡಿ ವಿದ್ಯಾರ್ಥಿಗಳನ್ನು ಉದ್ದೇಶಿಸಿ ಮಾತನಾಡಿದರು. ವಿದ್ಯಾರ್ಥಿಗಳಿಗೆ ಶುಭ ಹಾರೈಸಿದ ಅವರು, "ಕಾಲೇಜು ಸತತವಾಗಿ ಉತ್ತಮ ಫಲಿತಾಂಶ ಪಡೆಯುವುದರ ಜೊತೆಗೆ 100% ಫಲಿತಾಂಶ ಸಾಧಿಸಿದೆ. ಇಂದಿನ ಸ್ಪರ್ಧಾತ್ಮಕ ಜಗತ್ತಿನಲ್ಲಿ ವಿದ್ಯೆ ಜೊತೆಗೆ ಸಂಸ್ಕಾರ ಮುಖ್ಯ" ಎಂದರು. [973, 674, 1147, 799]
story2-body-bottom-right: ಆರೋಗ್ಯ ವಿಜ್ಞಾನ ಕ್ಷೇತ್ರದಲ್ಲಿ ಇದು ಮಹತ್ವದ ಹೆಜ್ಜೆಯಾಗಿದೆ. ಕುಲಾಧಿಪತಿ ಡಾ. ಎಂ. ಬಿ. ಪಾಟೀಲ, ಉಪಕುಲಪತಿ ಡಾ. ಅರುಣ ಸಿ. ಇನಾಮದಾರ, ಕುಲಸಚಿವ ಡಾ. ಆರ್. ವಿ. ಕುಲಕರ್ಣಿ ಸೇರಿದಂತೆ ಹಲವರು ವೈದ್ಯರ ತಂಡವನ್ನು ಅಭಿನಂದಿಸಿದ್ದಾರೆ. ಈ ಶಸ್ತ್ರಚಿಕಿತ್ಸೆ ಸಂದರ್ಭದಲ್ಲಿ ಅರವಳಿಕೆ ತಜ್ಞ ಡಾ. ಪ್ರಶಾಂತ ಬಿರಾದಾರ, ಸಿಟಿವಿಎಸ್ ಸರ್ಜನ್ ಸಿಬ್ಬಂದಿ ಉಪಸ್ಥಿತರಿದ್ದರು. [1152, 333, 1530, 369]
story5-byline: ಅಪರಾಧಕ್ಕೆ ಸವಾಲು ಕನ್ನಡ ದಿನಪತ್ರಿಕೆ [218, 1108, 356, 1122]
story8-byline2: ಕನ್ನಡ ದಿನಪತ್ರಿಕೆ [1003, 1563, 1064, 1577]
email-link[interactable]: Gmail : editortkm@gmail.com [994, 36, 1207, 51]
crime2-title2: ಪೊಲೀಸ್ ಠಾಣೆ [8, 1506, 131, 1536]
story6-headline: ಮಾತಾ ಪಿತೃ ಪಾದ ಪೂಜೆ ಕಾರ್ಯಕ್ರಮ [977, 1139, 1440, 1184]
story4-photo [1155, 661, 1536, 874]
issue-date: ಶುಕ್ರವಾರ 27–02–2026 [104, 7, 259, 26]
crime1-title2: ಪೊಲೀಸ್ ಠಾಣೆ [8, 653, 131, 683]
story10-body-right: ಸಮಾಜದ ಮುಖಂಡರು, ಗಣ್ಯರು ಹಾಗೂ ಸಾರ್ವಜನಿಕರು ಕಾರ್ಯಕ್ರಮದಲ್ಲಿ ಭಾಗವಹಿಸಿ ಯಶಸ್ವಿಗೊಳಿಸಬೇಕೆಂದು ಕನ್ನಡ ಮತ್ತು ಸಂಸ್ಕೃತಿ ಇಲಾಖೆ ಸಹಾಯಕ ನಿರ್ದೇಶಕರು ಪ್ರಕಟಣೆಯಲ್ಲಿ ತಿಳಿಸಿದ್ದಾರೆ. [713, 2125, 958, 2161]
masthead-logo: ಅಪರಾಧಕ್ಕೆ ಸವಾಲು [1264, 5, 1537, 51]
story2-body-right: ಕೀಹೋಲ್ ವಿಧಾನ ಬಳಕೆಯಿಂದ ಶಸ್ತ್ರಚಿಕಿತ್ಸೆ ಸುಲಭ ರೋಗಿಗೆ ನೋವು ಕಡಿಮೆ ಇರುತ್ತದೆ. ಅಲ್ಲದೆ, ಚೇತರಿಕೆ ವೇಗವಾಗಿ ನಡೆಯುತ್ತದೆ. ರೋಗಿ ಅಸ್ಪತ್ರೆಯಲ್ಲಿ ಕಡಿಮೆ ಅವಧಿಯಲ್ಲಿ ಶೀಘ್ರ ಚೇತರಿಕೆ ಕಾಣುತ್ತಾರೆ. ಇಂತಹ ಶಸ್ತ್ರಚಿಕಿತ್ಸೆ ಈಗ ವಿಜಯಪುರದಲ್ಲಿಯೇ ಲಭ್ಯವಾಗಿರುವುದು ಜನಸಾಮಾನ್ಯರಿಗೆ ಬಹು ಪ್ರಯೋಜನಕಾರಿಯಾಗಿದೆ. [1332, 167, 1530, 241]
